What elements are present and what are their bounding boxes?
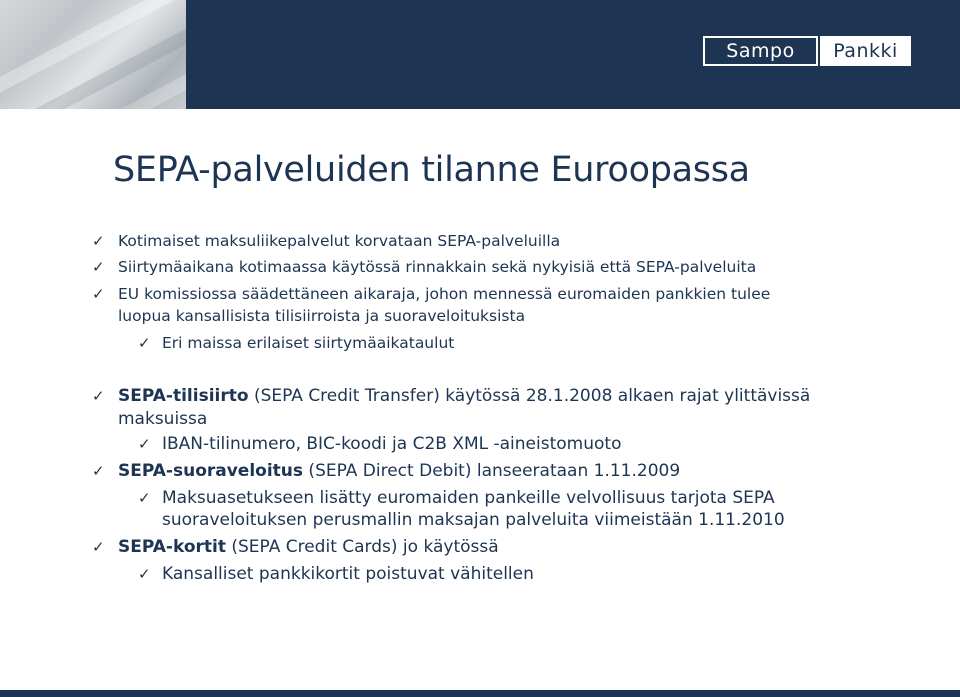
bullet-item <box>92 231 561 252</box>
bullet-text: Maksuasetukseen lisätty euromaiden pankeille velvollisuus tarjota SEPA <box>162 488 775 508</box>
checkmark-icon: ✓ <box>138 489 151 507</box>
bullet-item <box>92 537 499 558</box>
bullet-text: luopua kansallisista tilisiirroista ja suoraveloituksista <box>118 307 526 325</box>
checkmark-icon: ✓ <box>92 232 105 250</box>
checkmark-icon: ✓ <box>138 334 151 352</box>
bullet-text: Siirtymäaikana kotimaassa käytössä rinnakkain sekä nykyisiä että SEPA-palveluita <box>118 258 757 276</box>
sub-bullet-item <box>138 434 622 455</box>
sub-bullet-item <box>138 488 775 509</box>
footer-band <box>0 690 960 697</box>
bullet-item <box>92 386 811 407</box>
bullet-item <box>92 461 681 482</box>
checkmark-icon: ✓ <box>138 435 151 453</box>
bullet-item <box>92 284 771 305</box>
bullet-text: Kansalliset pankkikortit poistuvat vähitellen <box>162 564 534 584</box>
logo-pankki: Pankki <box>820 36 911 66</box>
bullet-text-continued <box>118 409 207 430</box>
bullet-text: IBAN-tilinumero, BIC-koodi ja C2B XML -aineistomuoto <box>162 434 622 454</box>
bullet-item <box>92 257 757 278</box>
bullet-term: SEPA-kortit <box>118 537 226 557</box>
logo-sampo: Sampo <box>703 36 818 66</box>
sub-bullet-item <box>138 564 534 585</box>
bullet-text: (SEPA Direct Debit) lanseerataan 1.11.2009 <box>303 461 681 481</box>
bullet-text: maksuissa <box>118 409 208 429</box>
bullet-text: Eri maissa erilaiset siirtymäaikataulut <box>162 334 455 352</box>
checkmark-icon: ✓ <box>138 565 151 583</box>
bullet-text: Kotimaiset maksuliikepalvelut korvataan SEPA-palveluilla <box>118 232 561 250</box>
bullet-text-continued <box>162 510 785 531</box>
checkmark-icon: ✓ <box>92 387 105 405</box>
checkmark-icon: ✓ <box>92 538 105 556</box>
page-title: SEPA-palveluiden tilanne Euroopassa <box>113 150 750 190</box>
sampo-pankki-logo <box>703 36 911 66</box>
sub-bullet-item <box>138 333 455 354</box>
checkmark-icon: ✓ <box>92 462 105 480</box>
bullet-text: EU komissiossa säädettäneen aikaraja, johon mennessä euromaiden pankkien tulee <box>118 285 771 303</box>
bullet-term: SEPA-suoraveloitus <box>118 461 304 481</box>
checkmark-icon: ✓ <box>92 258 105 276</box>
bullet-text-continued <box>118 306 525 327</box>
bullet-text: suoraveloituksen perusmallin maksajan palveluita viimeistään 1.11.2010 <box>162 510 785 530</box>
checkmark-icon: ✓ <box>92 285 105 303</box>
header-photo <box>0 0 186 109</box>
bullet-text: (SEPA Credit Transfer) käytössä 28.1.2008 alkaen rajat ylittävissä <box>248 386 811 406</box>
bullet-term: SEPA-tilisiirto <box>118 386 249 406</box>
bullet-text: (SEPA Credit Cards) jo käytössä <box>225 537 499 557</box>
